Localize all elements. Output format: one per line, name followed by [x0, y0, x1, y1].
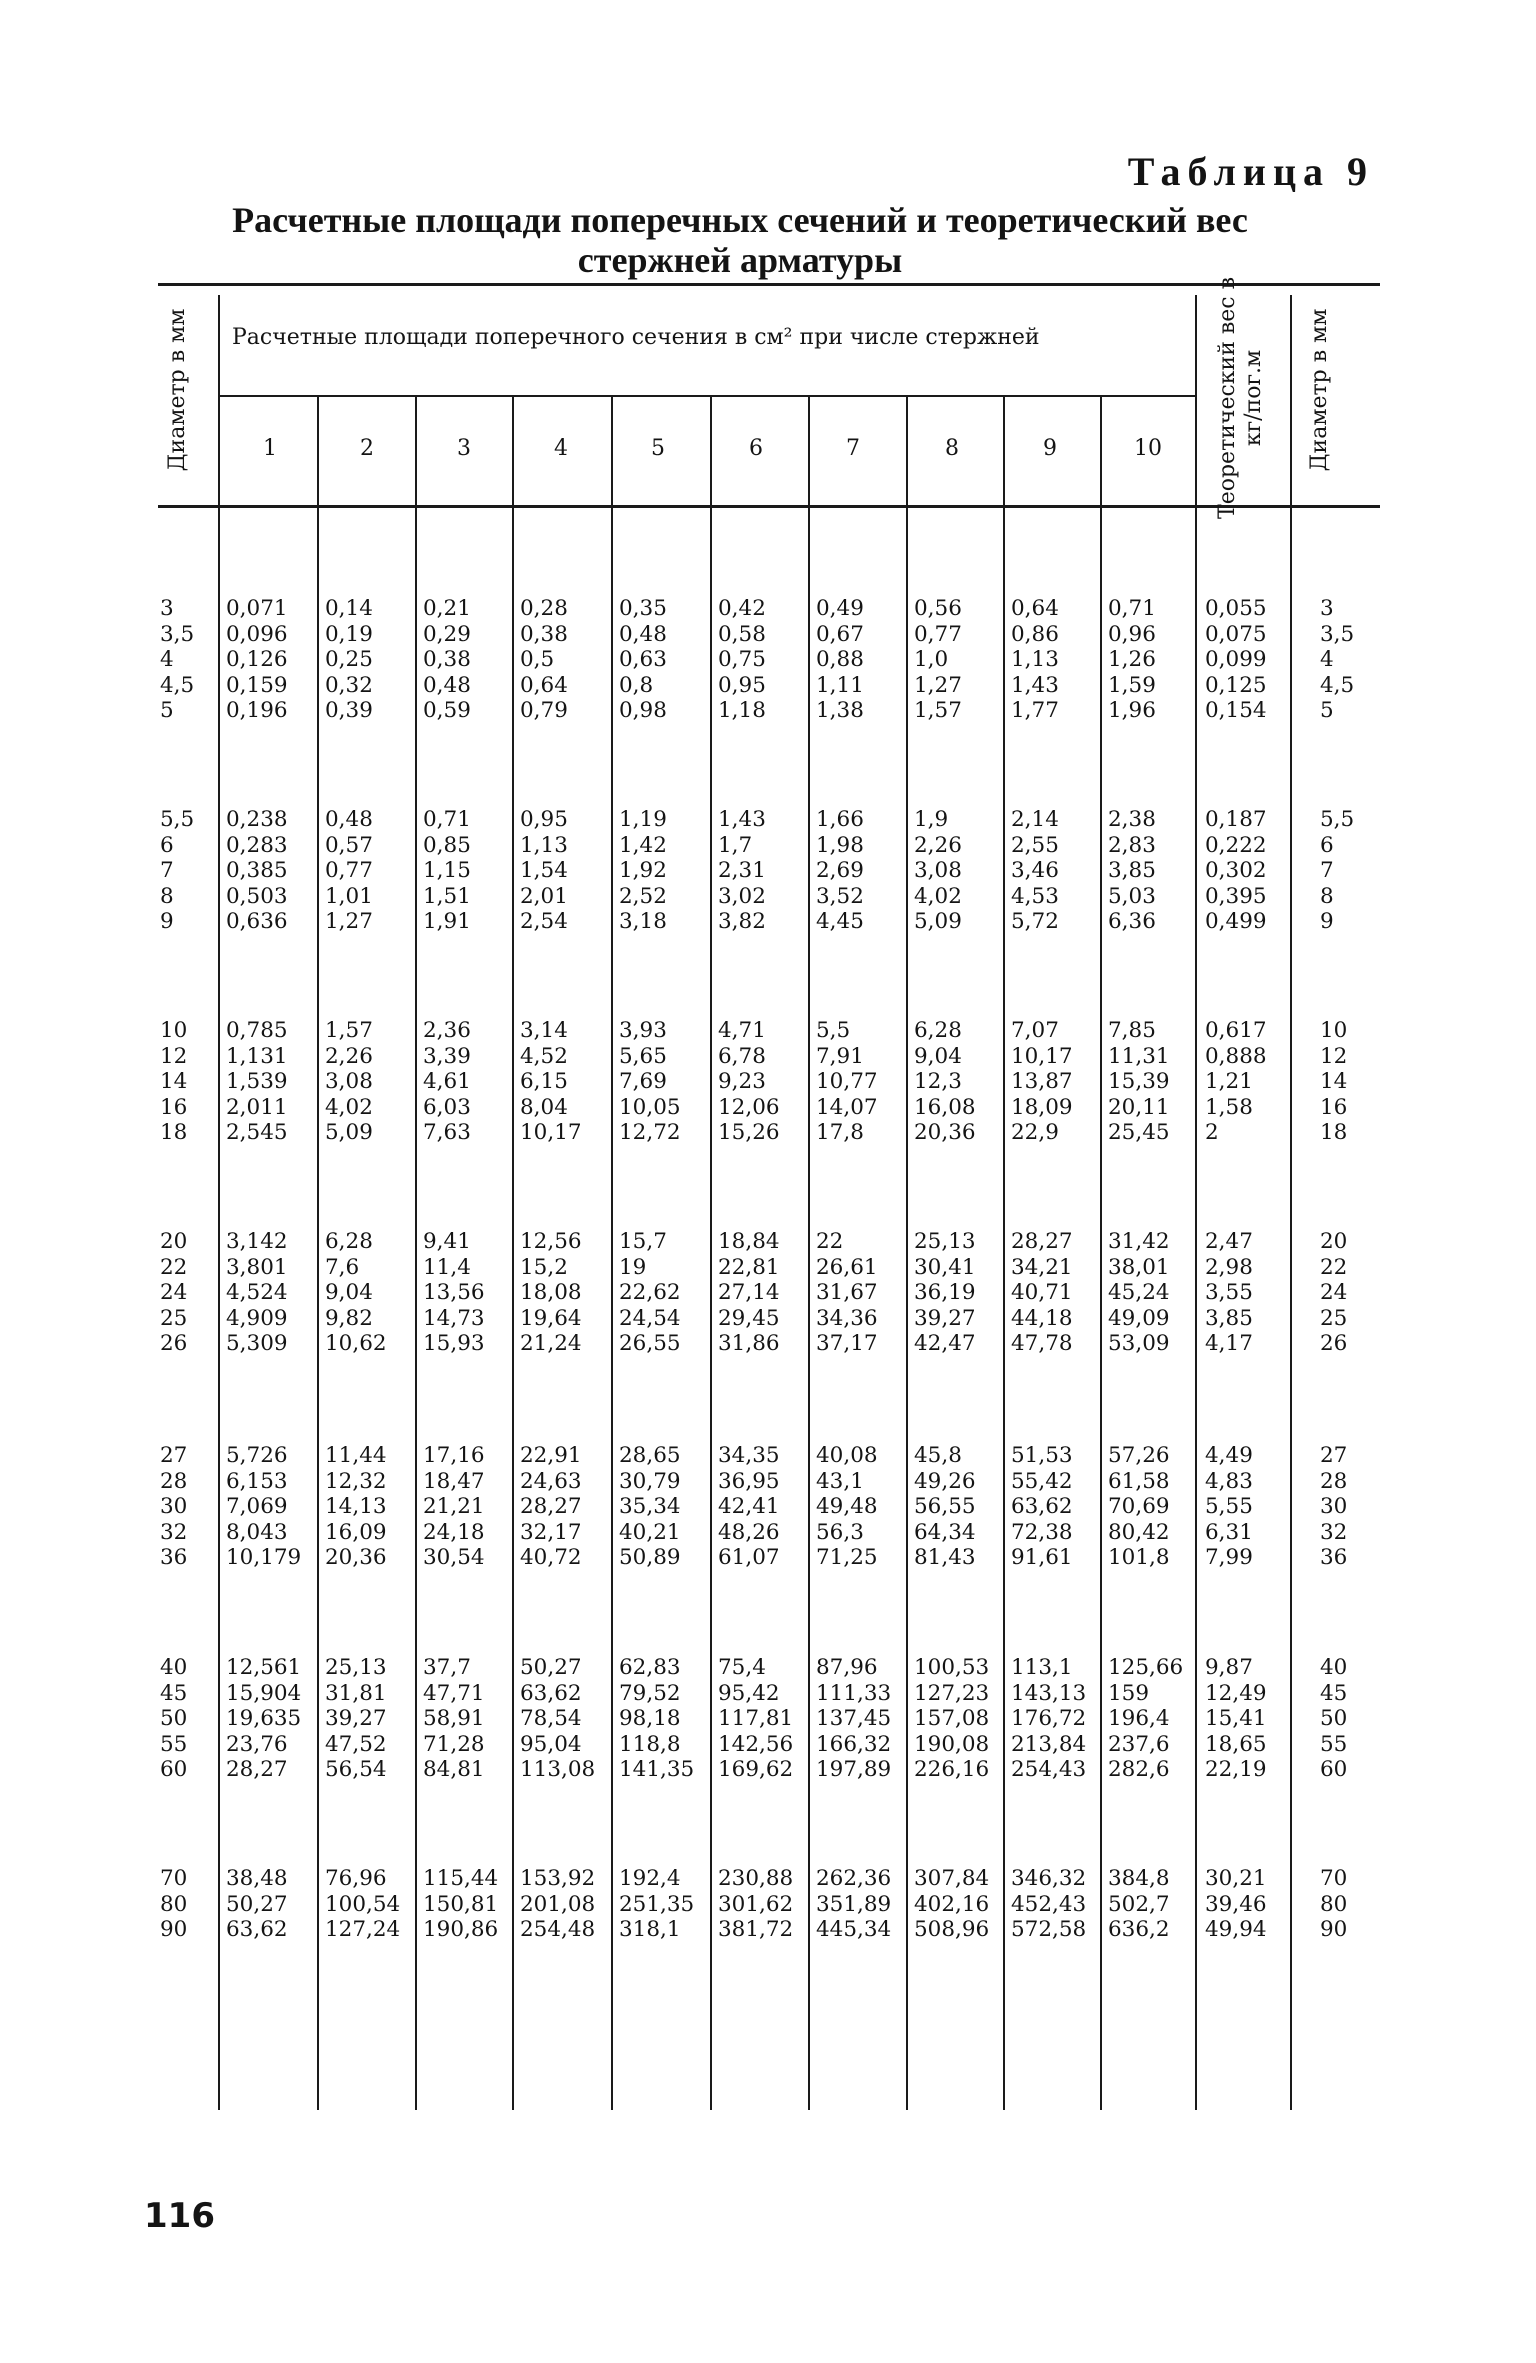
- area-column-2: 76,96 100,54 127,24: [325, 1866, 401, 1942]
- area-column-9: 2,14 2,55 3,46 4,53 5,72: [1011, 807, 1059, 934]
- area-column-8: 0,56 0,77 1,0 1,27 1,57: [914, 596, 962, 723]
- area-column-6: 4,71 6,78 9,23 12,06 15,26: [718, 1018, 780, 1145]
- area-column-9: 7,07 10,17 13,87 18,09 22,9: [1011, 1018, 1073, 1145]
- area-column-6: 0,42 0,58 0,75 0,95 1,18: [718, 596, 766, 723]
- area-column-3: 0,21 0,29 0,38 0,48 0,59: [423, 596, 471, 723]
- weight-column: 30,21 39,46 49,94: [1205, 1866, 1267, 1942]
- area-column-7: 5,5 7,91 10,77 14,07 17,8: [816, 1018, 878, 1145]
- area-column-6: 75,4 95,42 117,81 142,56 169,62: [718, 1655, 794, 1782]
- divider-col-5: [710, 397, 712, 2110]
- weight-column: 0,187 0,222 0,302 0,395 0,499: [1205, 807, 1267, 934]
- divider-col-4: [611, 397, 613, 2110]
- divider-col-1: [317, 397, 319, 2110]
- weight-column: 4,49 4,83 5,55 6,31 7,99: [1205, 1443, 1253, 1570]
- area-column-8: 307,84 402,16 508,96: [914, 1866, 990, 1942]
- area-column-3: 0,71 0,85 1,15 1,51 1,91: [423, 807, 471, 934]
- area-column-8: 1,9 2,26 3,08 4,02 5,09: [914, 807, 962, 934]
- weight-header: Теоретический вес в кг/пог.м: [1215, 277, 1266, 519]
- bar-count-7: 7: [846, 436, 860, 461]
- area-column-5: 3,93 5,65 7,69 10,05 12,72: [619, 1018, 681, 1145]
- area-column-1: 0,071 0,096 0,126 0,159 0,196: [226, 596, 288, 723]
- area-column-9: 346,32 452,43 572,58: [1011, 1866, 1087, 1942]
- area-column-2: 1,57 2,26 3,08 4,02 5,09: [325, 1018, 373, 1145]
- area-column-6: 1,43 1,7 2,31 3,02 3,82: [718, 807, 766, 934]
- area-column-2: 6,28 7,6 9,04 9,82 10,62: [325, 1229, 387, 1356]
- area-column-10: 31,42 38,01 45,24 49,09 53,09: [1108, 1229, 1170, 1356]
- area-column-1: 12,561 15,904 19,635 23,76 28,27: [226, 1655, 302, 1782]
- area-column-7: 87,96 111,33 137,45 166,32 197,89: [816, 1655, 892, 1782]
- area-column-10: 57,26 61,58 70,69 80,42 101,8: [1108, 1443, 1170, 1570]
- area-column-9: 113,1 143,13 176,72 213,84 254,43: [1011, 1655, 1087, 1782]
- area-column-8: 6,28 9,04 12,3 16,08 20,36: [914, 1018, 976, 1145]
- diameter-list-left: 27 28 30 32 36: [160, 1443, 188, 1570]
- area-column-1: 5,726 6,153 7,069 8,043 10,179: [226, 1443, 302, 1570]
- area-column-1: 0,785 1,131 1,539 2,011 2,545: [226, 1018, 288, 1145]
- weight-column: 9,87 12,49 15,41 18,65 22,19: [1205, 1655, 1267, 1782]
- diameter-list-left: 3 3,5 4 4,5 5: [160, 596, 195, 723]
- area-column-10: 2,38 2,83 3,85 5,03 6,36: [1108, 807, 1156, 934]
- bar-count-1: 1: [263, 436, 277, 461]
- bar-count-3: 3: [457, 436, 471, 461]
- area-column-4: 153,92 201,08 254,48: [520, 1866, 596, 1942]
- diameter-list-right: 70 80 90: [1320, 1866, 1348, 1942]
- bar-count-2: 2: [360, 436, 374, 461]
- bar-count-8: 8: [945, 436, 959, 461]
- area-column-3: 115,44 150,81 190,86: [423, 1866, 499, 1942]
- area-column-8: 25,13 30,41 36,19 39,27 42,47: [914, 1229, 976, 1356]
- weight-column: 2,47 2,98 3,55 3,85 4,17: [1205, 1229, 1253, 1356]
- diameter-list-left: 20 22 24 25 26: [160, 1229, 188, 1356]
- bar-count-9: 9: [1043, 436, 1057, 461]
- diameter-list-left: 10 12 14 16 18: [160, 1018, 188, 1145]
- diameter-list-right: 3 3,5 4 4,5 5: [1320, 596, 1355, 723]
- diameter-list-right: 40 45 50 55 60: [1320, 1655, 1348, 1782]
- weight-column: 0,055 0,075 0,099 0,125 0,154: [1205, 596, 1267, 723]
- page-number: 116: [144, 2196, 215, 2236]
- diameter-list-left: 5,5 6 7 8 9: [160, 807, 195, 934]
- area-column-5: 0,35 0,48 0,63 0,8 0,98: [619, 596, 667, 723]
- divider-weight-right: [1290, 295, 1292, 2110]
- divider-diameter-left: [218, 295, 220, 2110]
- area-column-7: 1,66 1,98 2,69 3,52 4,45: [816, 807, 864, 934]
- diameter-list-right: 5,5 6 7 8 9: [1320, 807, 1355, 934]
- area-column-9: 51,53 55,42 63,62 72,38 91,61: [1011, 1443, 1073, 1570]
- areas-caption: Расчетные площади поперечного сечения в см² при числе стержней: [232, 325, 1040, 350]
- diameter-list-left: 70 80 90: [160, 1866, 188, 1942]
- area-column-10: 384,8 502,7 636,2: [1108, 1866, 1170, 1942]
- bar-count-5: 5: [651, 436, 665, 461]
- table-top-rule: [158, 283, 1380, 286]
- area-column-1: 3,142 3,801 4,524 4,909 5,309: [226, 1229, 288, 1356]
- bar-count-10: 10: [1134, 436, 1162, 461]
- area-column-9: 28,27 34,21 40,71 44,18 47,78: [1011, 1229, 1073, 1356]
- area-column-1: 38,48 50,27 63,62: [226, 1866, 288, 1942]
- area-column-2: 0,48 0,57 0,77 1,01 1,27: [325, 807, 373, 934]
- area-column-5: 1,19 1,42 1,92 2,52 3,18: [619, 807, 667, 934]
- area-column-2: 0,14 0,19 0,25 0,32 0,39: [325, 596, 373, 723]
- diameter-header-right: Диаметр в мм: [1307, 308, 1332, 472]
- area-column-2: 11,44 12,32 14,13 16,09 20,36: [325, 1443, 387, 1570]
- area-column-7: 40,08 43,1 49,48 56,3 71,25: [816, 1443, 878, 1570]
- area-column-5: 192,4 251,35 318,1: [619, 1866, 695, 1942]
- area-column-3: 9,41 11,4 13,56 14,73 15,93: [423, 1229, 485, 1356]
- divider-col-9: [1100, 397, 1102, 2110]
- area-column-7: 0,49 0,67 0,88 1,11 1,38: [816, 596, 864, 723]
- divider-col-8: [1003, 397, 1005, 2110]
- diameter-list-left: 40 45 50 55 60: [160, 1655, 188, 1782]
- divider-col-7: [906, 397, 908, 2110]
- divider-col-3: [512, 397, 514, 2110]
- diameter-list-right: 20 22 24 25 26: [1320, 1229, 1348, 1356]
- area-column-5: 15,7 19 22,62 24,54 26,55: [619, 1229, 681, 1356]
- bar-count-4: 4: [554, 436, 568, 461]
- area-column-3: 2,36 3,39 4,61 6,03 7,63: [423, 1018, 471, 1145]
- area-column-5: 62,83 79,52 98,18 118,8 141,35: [619, 1655, 695, 1782]
- area-column-8: 45,8 49,26 56,55 64,34 81,43: [914, 1443, 976, 1570]
- area-column-4: 22,91 24,63 28,27 32,17 40,72: [520, 1443, 582, 1570]
- divider-areas-right: [1195, 295, 1197, 2110]
- area-column-4: 0,95 1,13 1,54 2,01 2,54: [520, 807, 568, 934]
- table-label: Таблица 9: [1127, 149, 1374, 194]
- area-column-6: 230,88 301,62 381,72: [718, 1866, 794, 1942]
- bar-count-6: 6: [749, 436, 763, 461]
- diameter-list-right: 10 12 14 16 18: [1320, 1018, 1348, 1145]
- area-column-3: 17,16 18,47 21,21 24,18 30,54: [423, 1443, 485, 1570]
- diameter-list-right: 27 28 30 32 36: [1320, 1443, 1348, 1570]
- area-column-5: 28,65 30,79 35,34 40,21 50,89: [619, 1443, 681, 1570]
- area-column-10: 0,71 0,96 1,26 1,59 1,96: [1108, 596, 1156, 723]
- area-column-3: 37,7 47,71 58,91 71,28 84,81: [423, 1655, 485, 1782]
- area-column-4: 12,56 15,2 18,08 19,64 21,24: [520, 1229, 582, 1356]
- area-column-10: 7,85 11,31 15,39 20,11 25,45: [1108, 1018, 1170, 1145]
- area-column-4: 3,14 4,52 6,15 8,04 10,17: [520, 1018, 582, 1145]
- area-column-6: 18,84 22,81 27,14 29,45 31,86: [718, 1229, 780, 1356]
- area-column-7: 262,36 351,89 445,34: [816, 1866, 892, 1942]
- area-column-4: 50,27 63,62 78,54 95,04 113,08: [520, 1655, 596, 1782]
- table-title-line2: стержней арматуры: [577, 240, 903, 280]
- area-column-4: 0,28 0,38 0,5 0,64 0,79: [520, 596, 568, 723]
- area-column-6: 34,35 36,95 42,41 48,26 61,07: [718, 1443, 780, 1570]
- table-title-line1: Расчетные площади поперечных сечений и теоретический вес: [232, 200, 1248, 240]
- area-column-1: 0,238 0,283 0,385 0,503 0,636: [226, 807, 288, 934]
- divider-col-2: [415, 397, 417, 2110]
- area-column-10: 125,66 159 196,4 237,6 282,6: [1108, 1655, 1184, 1782]
- diameter-header-left: Диаметр в мм: [165, 308, 190, 472]
- area-column-8: 100,53 127,23 157,08 190,08 226,16: [914, 1655, 990, 1782]
- area-column-9: 0,64 0,86 1,13 1,43 1,77: [1011, 596, 1059, 723]
- weight-column: 0,617 0,888 1,21 1,58 2: [1205, 1018, 1267, 1145]
- area-column-2: 25,13 31,81 39,27 47,52 56,54: [325, 1655, 387, 1782]
- area-column-7: 22 26,61 31,67 34,36 37,17: [816, 1229, 878, 1356]
- divider-col-6: [808, 397, 810, 2110]
- subheader-rule: [218, 395, 1195, 397]
